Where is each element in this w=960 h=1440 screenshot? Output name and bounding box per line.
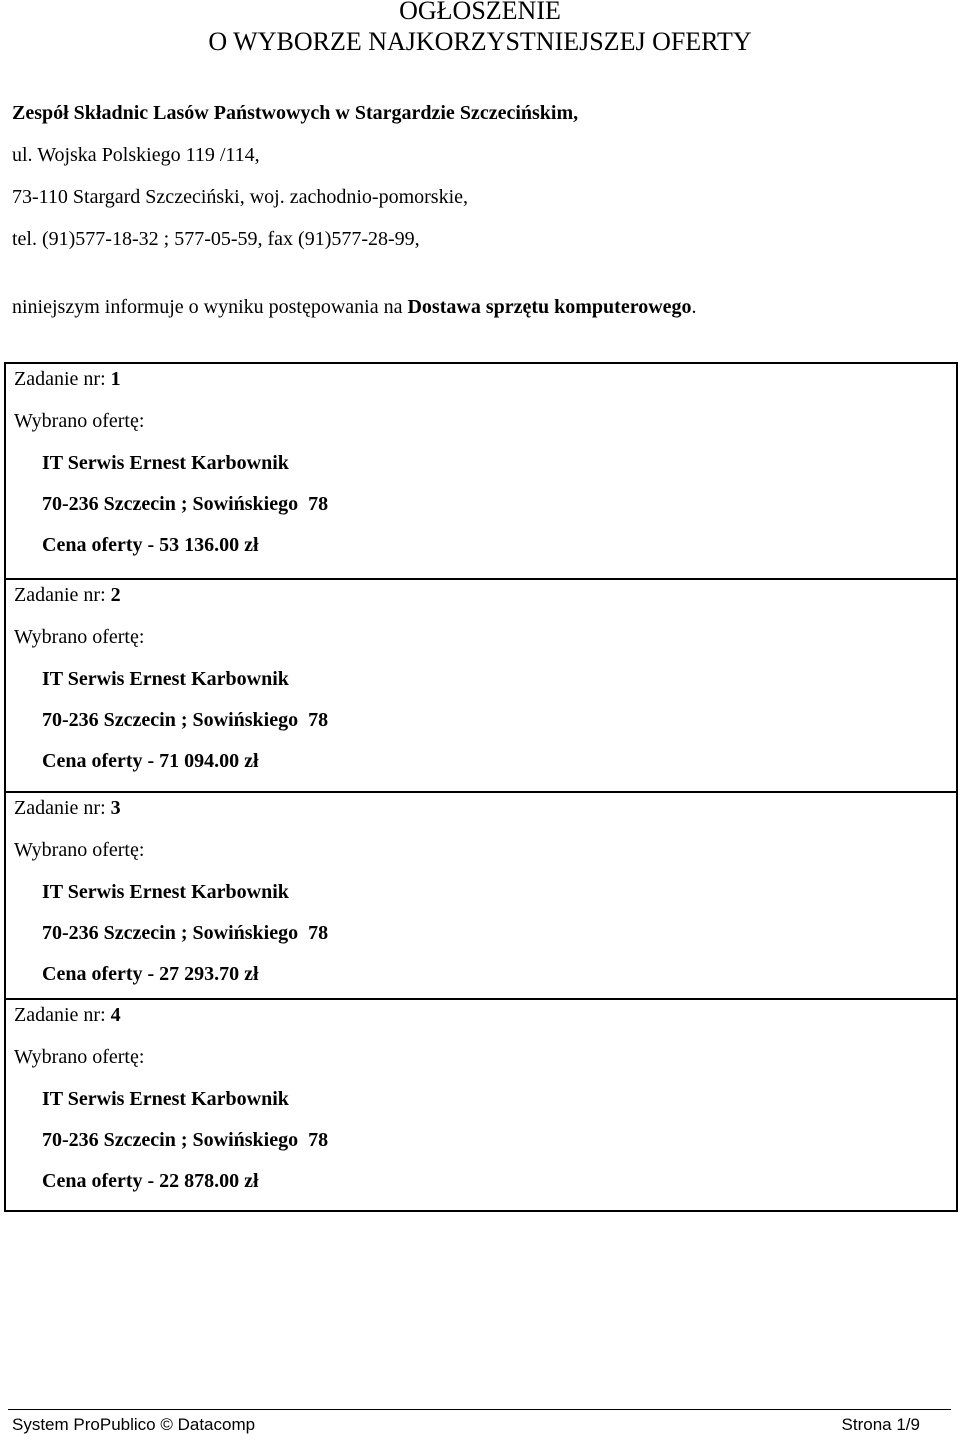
task-row	[6, 998, 956, 1210]
issuer-name: Zespół Składnic Lasów Państwowych w Stargardzie Szczecińskim,	[12, 102, 579, 124]
footer-system: System ProPublico © Datacomp	[12, 1415, 256, 1434]
winner-address: 70-236 Szczecin ; Sowińskiego 78	[42, 1129, 329, 1151]
offer-price: Cena oferty - 27 293.70 zł	[42, 963, 259, 985]
issuer-street: ul. Wojska Polskiego 119 /114,	[12, 144, 260, 166]
document-subtitle: O WYBORZE NAJKORZYSTNIEJSZEJ OFERTY	[208, 27, 752, 56]
task-number-label: Zadanie nr:	[14, 797, 106, 819]
task-number-value: 1	[110, 368, 121, 390]
chosen-offer-label: Wybrano ofertę:	[14, 1046, 145, 1068]
task-number	[14, 1003, 121, 1027]
offer-price: Cena oferty - 53 136.00 zł	[42, 534, 259, 556]
chosen-offer-label: Wybrano ofertę:	[14, 410, 145, 432]
task-number	[14, 367, 121, 391]
intro-period: .	[691, 296, 697, 318]
task-number-label: Zadanie nr:	[14, 368, 106, 390]
procurement-subject: Dostawa sprzętu komputerowego	[407, 296, 692, 318]
offer-price: Cena oferty - 71 094.00 zł	[42, 750, 259, 772]
task-row	[6, 578, 956, 791]
intro-paragraph	[12, 295, 697, 319]
page-number: Strona 1/9	[841, 1415, 920, 1434]
winner-address: 70-236 Szczecin ; Sowińskiego 78	[42, 922, 329, 944]
chosen-offer-label: Wybrano ofertę:	[14, 626, 145, 648]
issuer-phone: tel. (91)577-18-32 ; 577-05-59, fax (91)577-28-99,	[12, 228, 420, 250]
task-row	[6, 364, 956, 578]
winner-address: 70-236 Szczecin ; Sowińskiego 78	[42, 709, 329, 731]
winner-name: IT Serwis Ernest Karbownik	[42, 452, 289, 474]
task-number	[14, 796, 121, 820]
tasks-table	[4, 362, 958, 1212]
offer-price: Cena oferty - 22 878.00 zł	[42, 1170, 259, 1192]
footer-divider	[8, 1409, 951, 1410]
chosen-offer-label: Wybrano ofertę:	[14, 839, 145, 861]
task-number-value: 4	[110, 1004, 121, 1026]
task-row	[6, 791, 956, 998]
task-number-value: 3	[110, 797, 121, 819]
task-number	[14, 583, 121, 607]
task-number-value: 2	[110, 584, 121, 606]
intro-text: niniejszym informuje o wyniku postępowania na	[12, 296, 403, 318]
winner-address: 70-236 Szczecin ; Sowińskiego 78	[42, 493, 329, 515]
winner-name: IT Serwis Ernest Karbownik	[42, 881, 289, 903]
task-number-label: Zadanie nr:	[14, 584, 106, 606]
winner-name: IT Serwis Ernest Karbownik	[42, 1088, 289, 1110]
document-title: OGŁOSZENIE	[399, 0, 561, 25]
issuer-city: 73-110 Stargard Szczeciński, woj. zachodnio-pomorskie,	[12, 186, 468, 208]
winner-name: IT Serwis Ernest Karbownik	[42, 668, 289, 690]
task-number-label: Zadanie nr:	[14, 1004, 106, 1026]
